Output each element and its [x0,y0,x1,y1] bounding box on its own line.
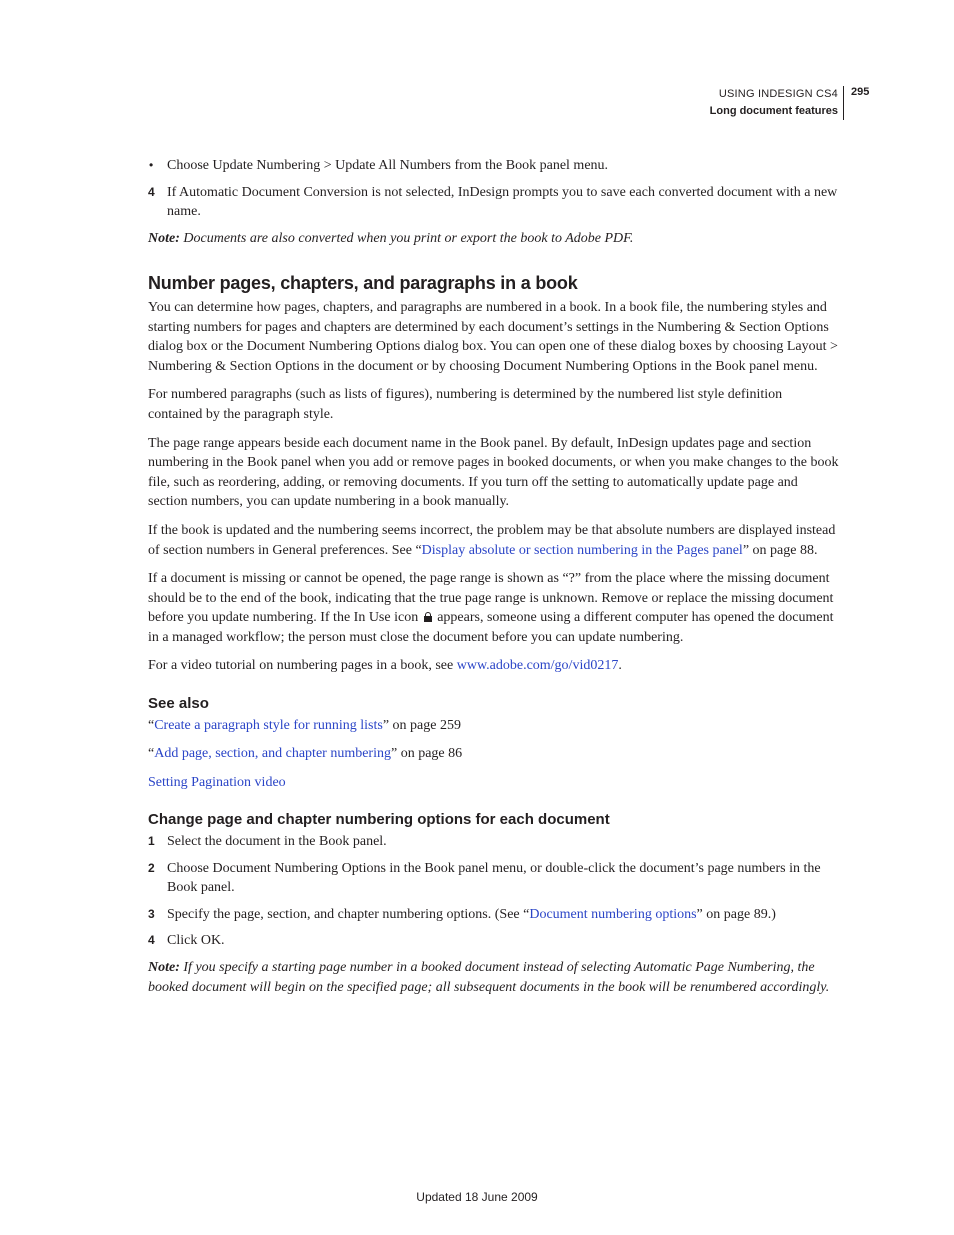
list-item [148,156,840,176]
step-text: Specify the page, section, and chapter numbering options. (See “ [167,906,530,922]
note-label: Note: [148,960,180,975]
step-number: 4 [148,933,155,948]
see-also-item [148,773,840,793]
list-item [148,859,840,898]
list-item [148,832,840,852]
note-text: Documents are also converted when you print or export the book to Adobe PDF. [179,230,634,246]
paragraph-text: If the book is updated and the numbering seems incorrect, the problem may be that absolute numbers are displayed instead of section numbers in General preferences. See “ [148,522,836,558]
note-label: Note: [148,230,180,246]
list-item [148,931,840,951]
paragraph [148,569,840,647]
bullet-marker: • [149,158,154,172]
doc-section: Long document features [709,105,838,117]
list-item-text: Choose Document Numbering Options in the Book panel menu, or double-click the document’s page numbers in the Book panel. [167,860,821,896]
paragraph: For numbered paragraphs (such as lists of figures), numbering is determined by the numbered list style definition contained by the paragraph style. [148,387,783,422]
list-item-text: Click OK. [167,933,225,949]
step-number: 3 [148,906,155,921]
paragraph-text: For a video tutorial on numbering pages in a book, see [148,658,457,674]
step-number: 4 [148,184,155,199]
list-item [148,183,840,222]
note-text: If you specify a starting page number in a booked document instead of selecting Automatic Page Numbering, the booked document will begin on the specified page; all subsequent documents in the book will be renumbered accordingly. [148,960,830,995]
paragraph [148,521,840,560]
page-number: 295 [851,86,870,98]
list-item-text: Choose Update Numbering > Update All Numbers from the Book panel menu. [167,158,609,173]
section-heading: Number pages, chapters, and paragraphs in a book [148,273,578,294]
see-also-item [148,744,840,764]
list-item [148,905,840,925]
running-header [710,86,844,120]
link-display-absolute-numbering[interactable]: Display absolute or section numbering in the Pages panel [421,542,743,558]
paragraph: The page range appears beside each document name in the Book panel. By default, InDesign updates page and section numbering in the Book panel when you add or remove pages in booked documents, or when you make changes to the book file, such as reordering, adding, or removing documents. If you turn off the setting to automatically update page and section numbers, you can update numbering in a book manually. [148,435,839,510]
page-reference: ” on page 259 [382,717,461,733]
list-item-text: If Automatic Document Conversion is not selected, InDesign prompts you to save each converted document with a new name. [167,184,838,220]
page-footer: Updated 18 June 2009 [416,1190,538,1204]
paragraph: You can determine how pages, chapters, and paragraphs are numbered in a book. In a book file, the numbering styles and starting numbers for pages and chapters are determined by each document’s settings in the Numbering & Section Options dialog box or the Document Numbering Options dialog box. You can open one of these dialog boxes by choosing Layout > Numbering & Section Options in the document or by choosing Document Numbering Options in the Book panel menu. [148,299,838,374]
paragraph [148,656,840,676]
list-item-text [167,907,776,922]
link-setting-pagination-video[interactable]: Setting Pagination video [148,774,286,790]
see-also-item [148,716,840,736]
page-reference: ” on page 86 [390,746,463,762]
paragraph-text: appears, someone using a different computer has opened the document in a managed workflow; the person must close the document before you can update numbering. [148,610,834,645]
in-use-lock-icon [424,612,432,622]
paragraph-text: If a document is missing or cannot be opened, the page range is shown as “?” from the place where the missing document should be to the end of the book, indicating that the true page range is unknown. Remove or replace the missing document before you update numbering. If the In Use icon [148,571,834,626]
quote-mark: “ [148,717,155,733]
step-number: 1 [148,834,155,849]
quote-mark: “ [148,746,155,762]
see-also-heading: See also [148,695,209,713]
subsection-heading: Change page and chapter numbering options for each document [148,811,610,829]
link-create-paragraph-style[interactable]: Create a paragraph style for running lists [154,717,383,733]
paragraph-text: . [618,658,622,674]
note [148,958,840,997]
paragraph-text: ” on page 88. [742,542,818,558]
doc-title: USING INDESIGN CS4 [718,88,838,100]
link-document-numbering-options[interactable]: Document numbering options [529,906,697,922]
step-text: ” on page 89.) [696,906,776,922]
note [148,229,840,249]
link-add-page-numbering[interactable]: Add page, section, and chapter numbering [154,746,391,762]
step-number: 2 [148,860,155,875]
page-content [148,156,840,1004]
link-video-tutorial[interactable]: www.adobe.com/go/vid0217 [456,658,619,674]
list-item-text: Select the document in the Book panel. [167,834,387,850]
